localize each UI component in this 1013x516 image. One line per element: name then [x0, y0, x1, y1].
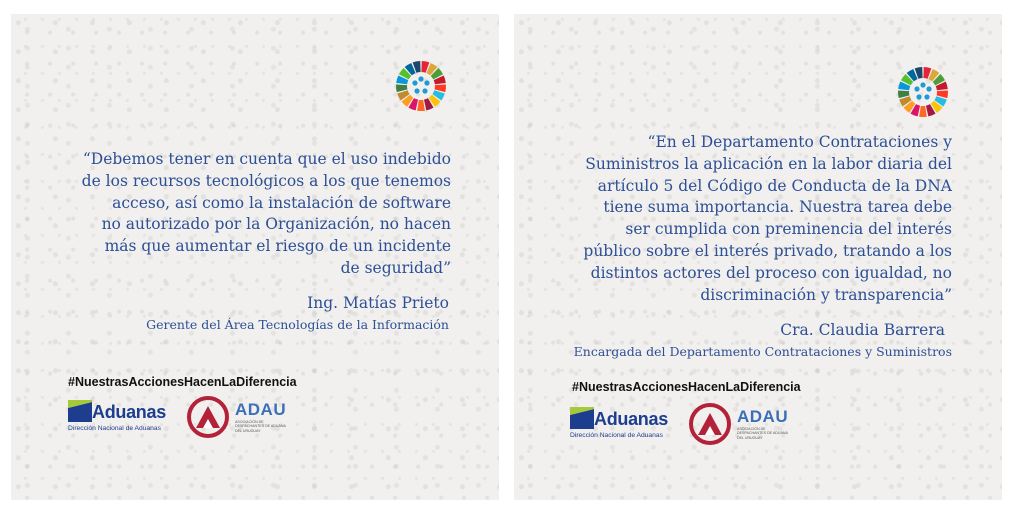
sdg-wheel-figure [926, 86, 931, 91]
sdg-wheel-icon [395, 60, 447, 112]
quote-card-left [11, 14, 499, 500]
logo-strip [569, 403, 799, 451]
sdg-wheel-figure [422, 88, 427, 93]
author-name: Ing. Matías Prieto [307, 294, 449, 312]
adau-wordmark: ADAU [235, 400, 287, 419]
aduanas-subtitle: Dirección Nacional de Aduanas [68, 425, 161, 432]
sdg-wheel-segment [919, 106, 927, 117]
quote-text: “En el Departamento Contrataciones y Suministros la aplicación en la labor diaria del artículo 5 del Código de Conducta de la DNA tiene suma importancia. Nuestra tarea debe ser cumplida con preminencia del interés público sobre el interés privado, tratando a los distintos actores del proceso con igualdad, no discriminación y transparencia” [583, 133, 952, 304]
sdg-wheel-figure [424, 80, 429, 85]
adau-subtitle: ASOCIACIÓN DE DESPACHANTES DE ADUANA DEL URUGUAY [235, 420, 286, 433]
author-role: Gerente del Área Tecnologías de la Información [146, 317, 449, 332]
hashtag: #NuestrasAccionesHacenLaDiferencia [68, 375, 297, 389]
adau-subtitle: ASOCIACIÓN DE DESPACHANTES DE ADUANA DEL URUGUAY [737, 427, 788, 440]
aduanas-logo [569, 407, 681, 443]
adau-logo-icon [689, 403, 731, 445]
quote-card-right [514, 14, 1002, 500]
logo-strip [67, 396, 297, 444]
adau-logo-icon [187, 396, 229, 438]
aduanas-subtitle: Dirección Nacional de Aduanas [570, 432, 663, 439]
quote-text: “Debemos tener en cuenta que el uso indebido de los recursos tecnológicos a los que tenemos acceso, así como la instalación de software no autorizado por la Organización, no hacen más que aumentar el riesgo de un incidente de seguridad” [81, 150, 451, 277]
aduanas-wordmark: Aduanas [92, 402, 166, 422]
sdg-wheel-icon [897, 66, 949, 118]
sdg-wheel-segment [417, 100, 425, 111]
sdg-wheel-figure [924, 94, 929, 99]
author-role: Encargada del Departamento Contrataciones y Suministros [573, 344, 952, 359]
aduanas-logo-icon [570, 407, 594, 429]
hashtag: #NuestrasAccionesHacenLaDiferencia [572, 380, 801, 394]
aduanas-wordmark: Aduanas [594, 409, 668, 429]
aduanas-logo [67, 400, 179, 436]
sdg-wheel-figure [920, 82, 925, 87]
sdg-wheel-figure [418, 76, 423, 81]
sdg-wheel-figure [414, 88, 419, 93]
adau-wordmark: ADAU [737, 407, 789, 426]
sdg-wheel-figure [914, 86, 919, 91]
author-name: Cra. Claudia Barrera [780, 321, 945, 339]
sdg-wheel-figure [412, 80, 417, 85]
sdg-wheel-figure [916, 94, 921, 99]
aduanas-logo-icon [68, 400, 92, 422]
